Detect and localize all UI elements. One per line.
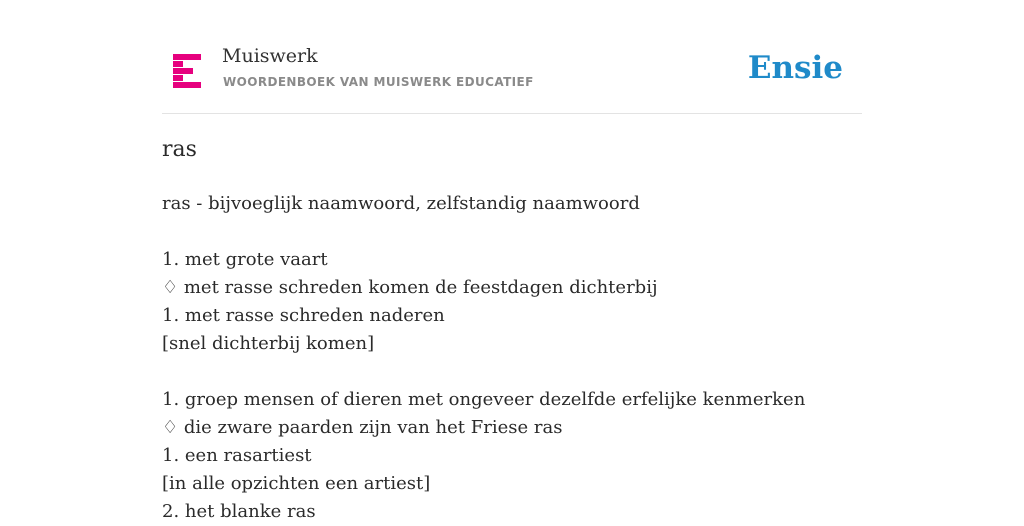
definition-line: 2. het blanke ras <box>162 501 316 522</box>
ensie-logo[interactable]: Ensie <box>747 50 843 86</box>
explanation-line: [in alle opzichten een artiest] <box>162 473 431 494</box>
definition-line: 1. een rasartiest <box>162 445 312 466</box>
muiswerk-logo-icon[interactable] <box>173 54 201 88</box>
definition-line: 1. met rasse schreden naderen <box>162 305 445 326</box>
definition-line: 1. groep mensen of dieren met ongeveer dezelfde erfelijke kenmerken <box>162 389 806 410</box>
site-header <box>162 0 862 114</box>
definition-spacer <box>162 218 862 246</box>
explanation-line: [snel dichterbij komen] <box>162 333 375 354</box>
example-line: ♢ die zware paarden zijn van het Friese ras <box>162 417 563 438</box>
definition-line: 1. met grote vaart <box>162 249 328 270</box>
example-line: ♢ met rasse schreden komen de feestdagen dichterbij <box>162 277 658 298</box>
brand-subtitle: WOORDENBOEK VAN MUISWERK EDUCATIEF <box>223 75 534 89</box>
brand-name[interactable]: Muiswerk <box>222 45 318 67</box>
definition-line: ras - bijvoeglijk naamwoord, zelfstandig naamwoord <box>162 193 640 214</box>
page-title: ras <box>162 137 197 162</box>
entry-body <box>162 190 862 526</box>
definition-spacer <box>162 358 862 386</box>
